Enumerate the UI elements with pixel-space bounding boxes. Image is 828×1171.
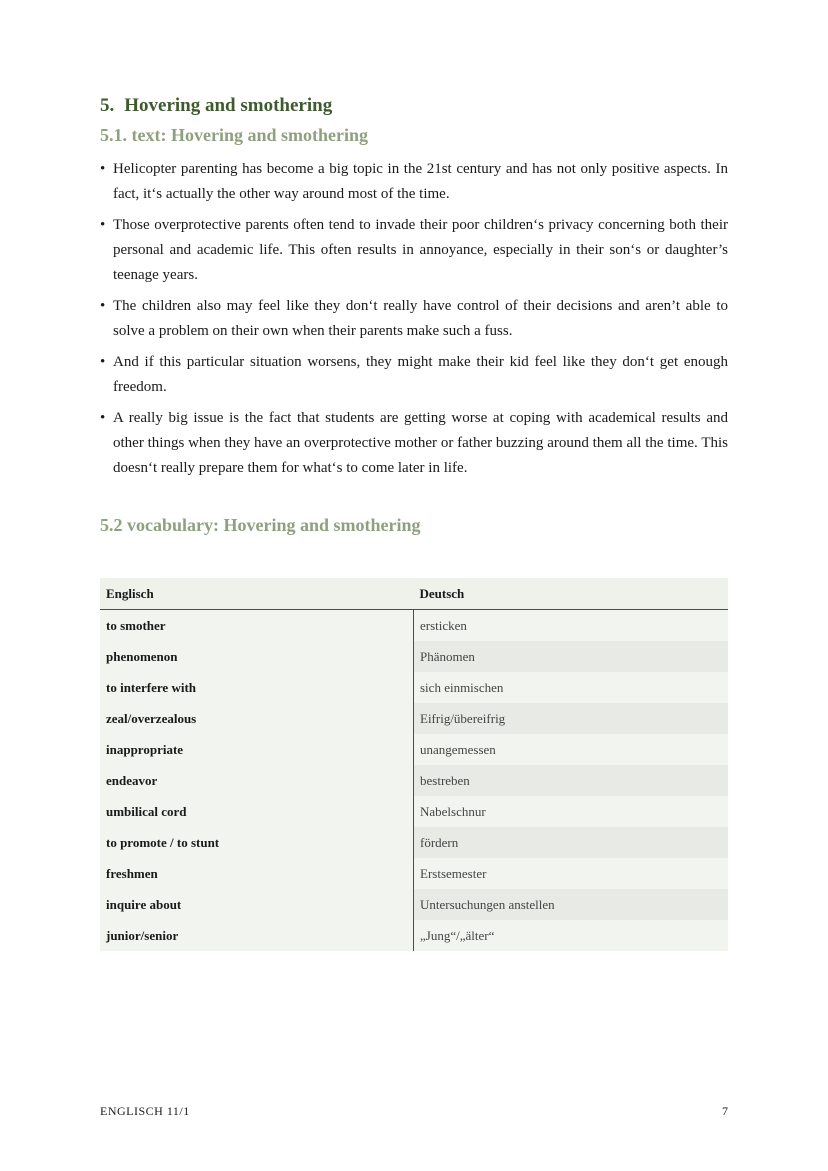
vocabulary-table xyxy=(100,578,728,951)
english-term: umbilical cord xyxy=(100,796,414,827)
english-term: inquire about xyxy=(100,889,414,920)
table-row xyxy=(100,827,728,858)
subsection-text-heading: 5.1. text: Hovering and smothering xyxy=(100,125,368,145)
column-header-english: Englisch xyxy=(100,578,414,610)
bullet-item xyxy=(100,350,728,400)
table-header-row xyxy=(100,578,728,610)
german-term: Untersuchungen anstellen xyxy=(414,889,729,920)
bullet-marker: • xyxy=(100,217,106,233)
bullet-marker: • xyxy=(100,410,106,426)
bullet-list xyxy=(100,157,728,487)
english-term: freshmen xyxy=(100,858,414,889)
german-term: Erstsemester xyxy=(414,858,729,889)
bullet-item xyxy=(100,294,728,344)
subsection-vocab-heading: 5.2 vocabulary: Hovering and smothering xyxy=(100,515,421,535)
bullet-text: A really big issue is the fact that students are getting worse at coping with academical results and other things when they have an overprotective mother or father buzzing around them all the time. This doesn‘t really prepare them for what‘s to come later in life. xyxy=(113,410,728,476)
table-row xyxy=(100,703,728,734)
english-term: to promote / to stunt xyxy=(100,827,414,858)
table-row xyxy=(100,889,728,920)
bullet-item xyxy=(100,213,728,288)
bullet-item xyxy=(100,406,728,481)
table-row xyxy=(100,734,728,765)
german-term: sich einmischen xyxy=(414,672,729,703)
table-row xyxy=(100,610,728,642)
table-row xyxy=(100,672,728,703)
german-term: Eifrig/übereifrig xyxy=(414,703,729,734)
bullet-text: Those overprotective parents often tend to invade their poor children‘s privacy concerning both their personal and academic life. This often results in annoyance, especially in their son‘s or daughter’s teenage years. xyxy=(113,217,728,283)
footer-course-label: ENGLISCH 11/1 xyxy=(100,1104,190,1118)
german-term: unangemessen xyxy=(414,734,729,765)
german-term: Nabelschnur xyxy=(414,796,729,827)
section-title: Hovering and smothering xyxy=(124,95,333,116)
bullet-text: Helicopter parenting has become a big topic in the 21st century and has not only positive aspects. In fact, it‘s actually the other way around most of the time. xyxy=(113,161,728,202)
english-term: to interfere with xyxy=(100,672,414,703)
table-row xyxy=(100,858,728,889)
german-term: fördern xyxy=(414,827,729,858)
english-term: junior/senior xyxy=(100,920,414,951)
english-term: phenomenon xyxy=(100,641,414,672)
bullet-text: And if this particular situation worsens, they might make their kid feel like they don‘t get enough freedom. xyxy=(113,354,728,395)
column-header-german: Deutsch xyxy=(414,578,729,610)
german-term: ersticken xyxy=(414,610,729,642)
footer-page-number: 7 xyxy=(722,1104,728,1118)
section-number: 5. xyxy=(100,95,115,116)
german-term: Phänomen xyxy=(414,641,729,672)
bullet-item xyxy=(100,157,728,207)
bullet-text: The children also may feel like they don‘t really have control of their decisions and aren’t able to solve a problem on their own when their parents make such a fuss. xyxy=(113,298,728,339)
section-heading xyxy=(100,95,332,117)
german-term: bestreben xyxy=(414,765,729,796)
table-row xyxy=(100,765,728,796)
english-term: endeavor xyxy=(100,765,414,796)
english-term: inappropriate xyxy=(100,734,414,765)
table-row xyxy=(100,641,728,672)
english-term: to smother xyxy=(100,610,414,642)
bullet-marker: • xyxy=(100,161,106,177)
table-row xyxy=(100,796,728,827)
bullet-marker: • xyxy=(100,354,106,370)
bullet-marker: • xyxy=(100,298,106,314)
table-row xyxy=(100,920,728,951)
german-term: „Jung“/„älter“ xyxy=(414,920,729,951)
english-term: zeal/overzealous xyxy=(100,703,414,734)
